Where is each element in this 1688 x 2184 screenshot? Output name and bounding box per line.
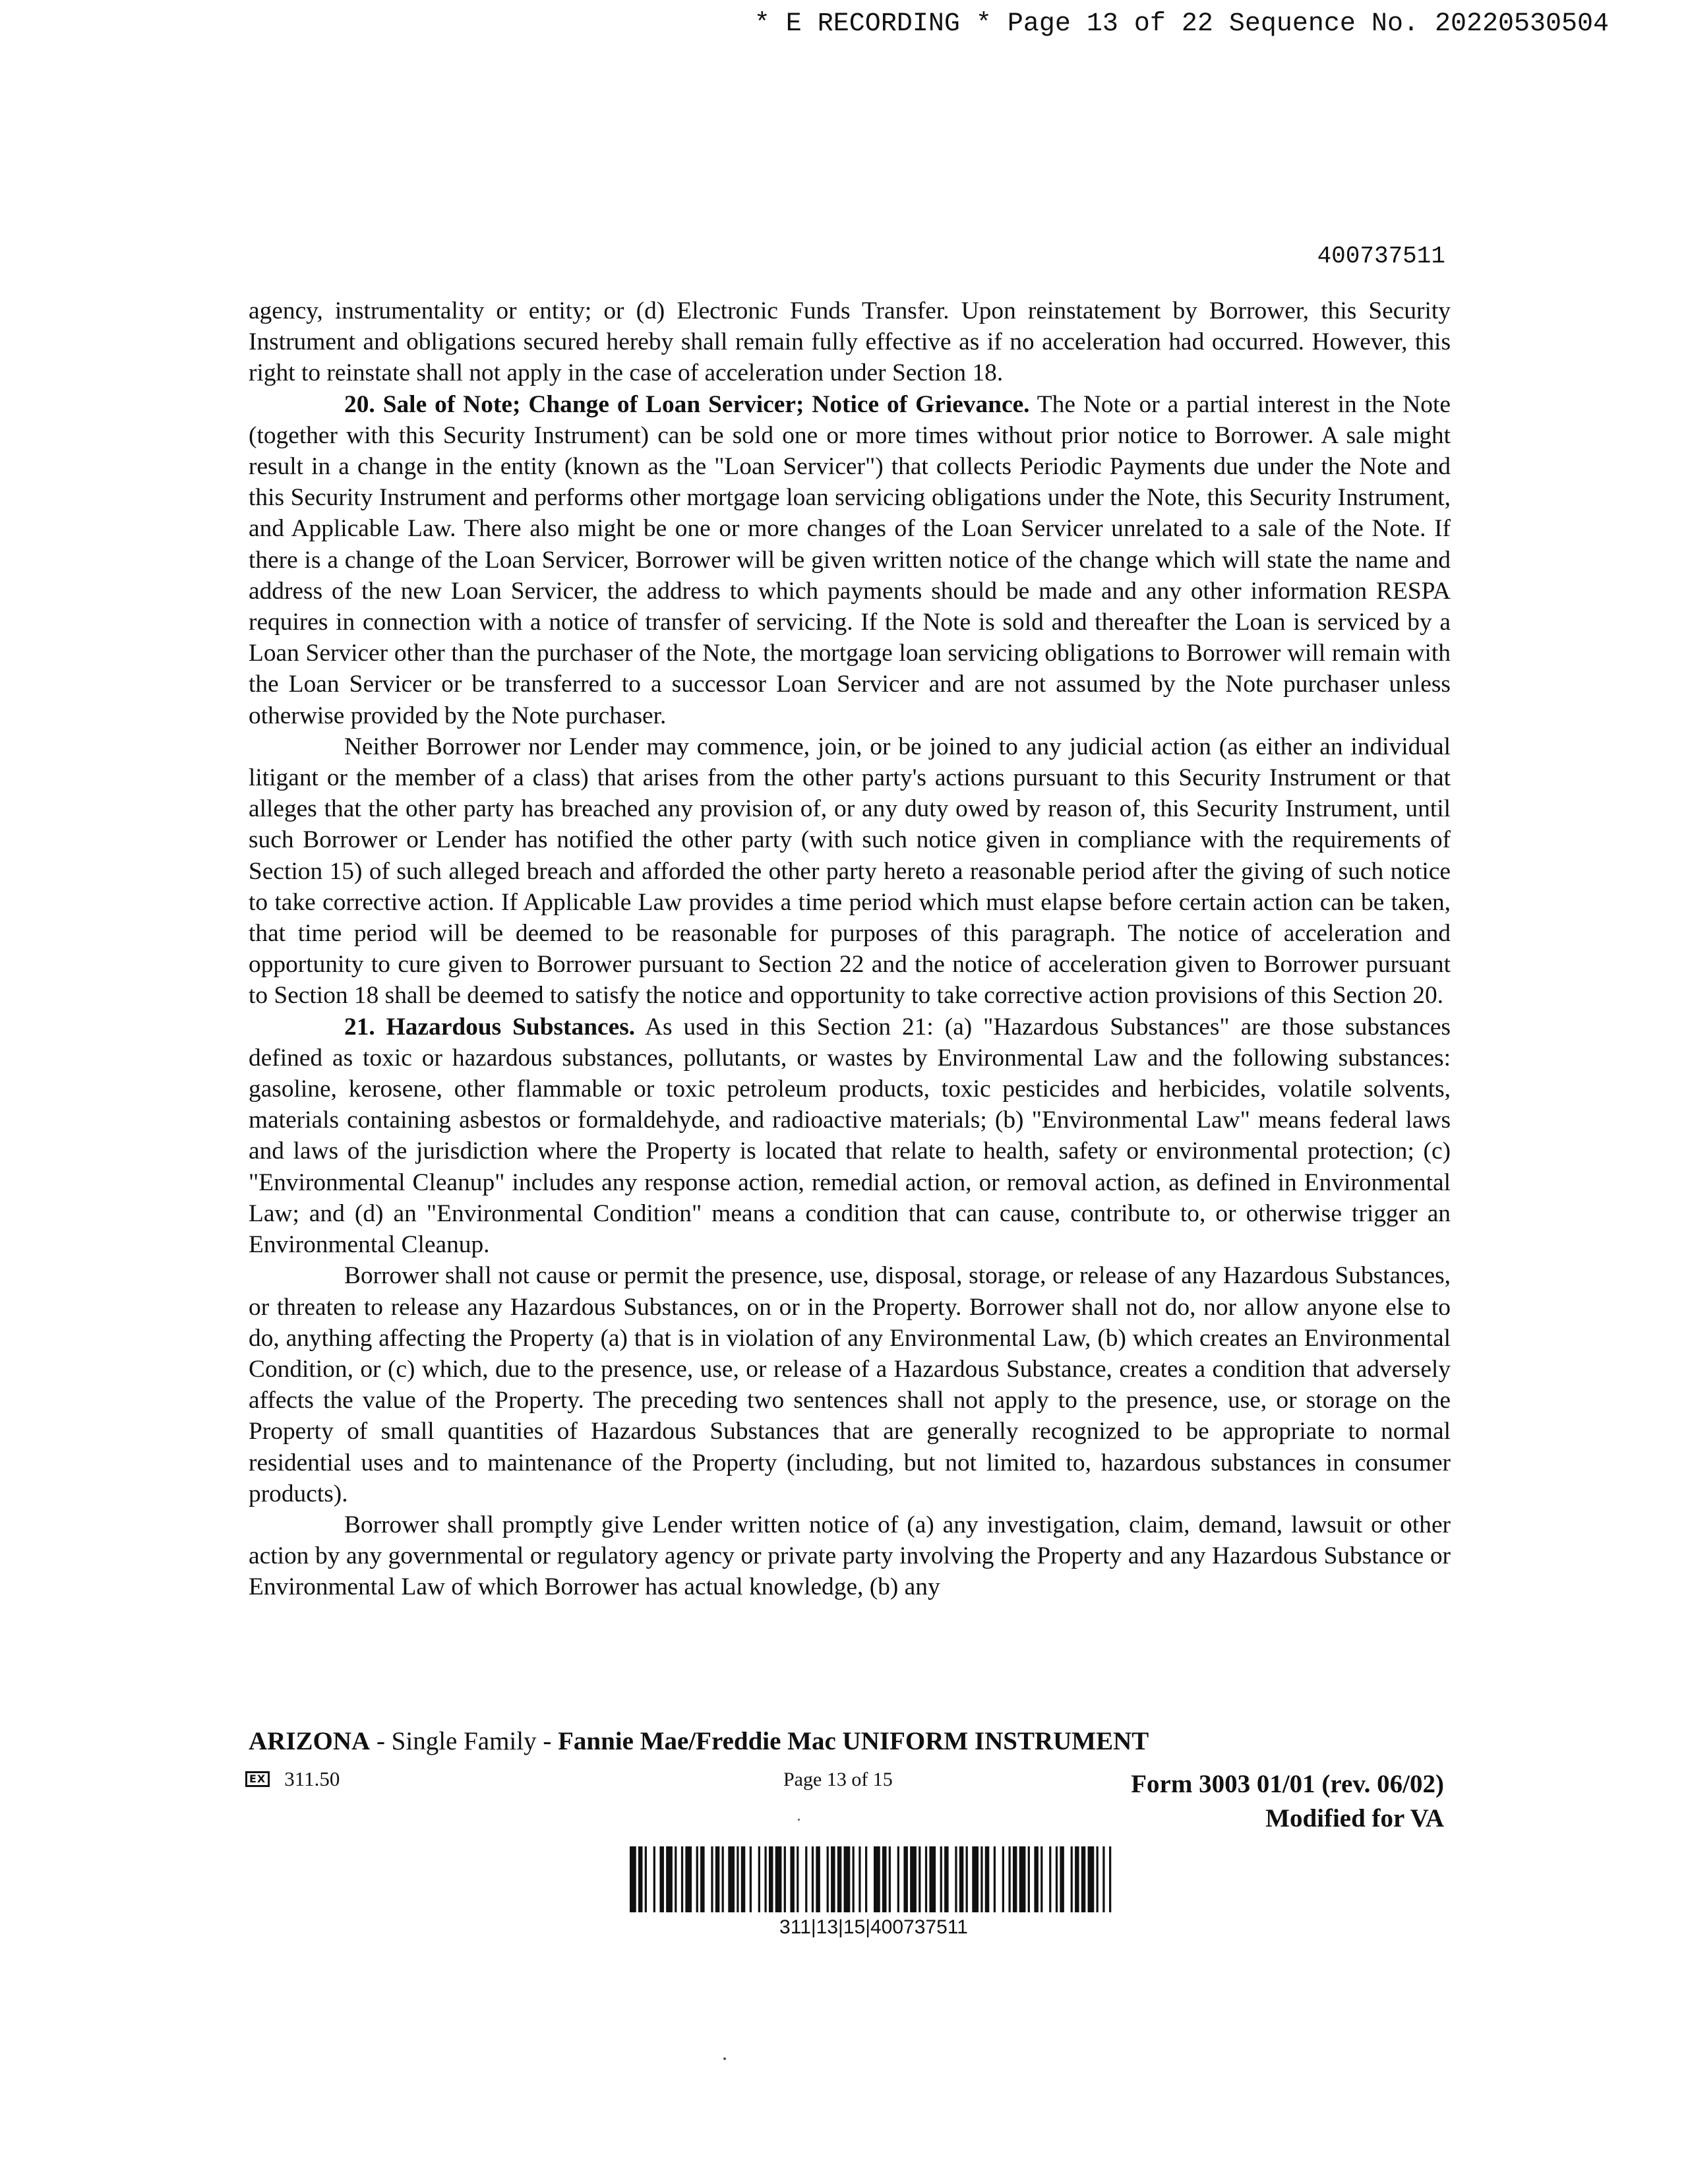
scan-speck bbox=[723, 2057, 726, 2060]
footer-instrument: Fannie Mae/Freddie Mac UNIFORM INSTRUMENT bbox=[558, 1727, 1149, 1755]
footer-separator: - Single Family - bbox=[370, 1727, 558, 1755]
footer-form-title bbox=[249, 1726, 1149, 1756]
page-number: Page 13 of 15 bbox=[783, 1769, 893, 1790]
section-21-heading: 21. Hazardous Substances. bbox=[344, 1013, 636, 1041]
ex-logo-icon: EX bbox=[245, 1771, 270, 1787]
form-number-text: Form 3003 01/01 (rev. 06/02) bbox=[1131, 1770, 1444, 1798]
section-20-paragraph bbox=[249, 389, 1451, 731]
section-21-text: As used in this Section 21: (a) "Hazardous Substances" are those substances defined as toxic or hazardous substances, pollutants, or wastes by Environmental Law and the following substances: gasoline, kerosene, other flammable or toxic petroleum products, toxic pesticides and herbicides, volatile solvents, materials containing asbestos or formaldehyde, and radioactive materials; (b) "Environmental Law" means federal laws and laws of the jurisdiction where the Property is located that relate to health, safety or environmental protection; (c) "Environmental Cleanup" includes any response action, remedial action, or removal action, as defined in Environmental Law; and (d) an "Environmental Condition" means a condition that can cause, contribute to, or otherwise trigger an Environmental Cleanup. bbox=[249, 1013, 1451, 1259]
paragraph-reinstatement-continued: agency, instrumentality or entity; or (d) Electronic Funds Transfer. Upon reinstatement by Borrower, this Security Instrument and obligations secured hereby shall remain fully effective as if no acceleration had occurred. However, this right to reinstate shall not apply in the case of acceleration under Section 18. bbox=[249, 297, 1451, 387]
footer-form-number bbox=[1131, 1767, 1444, 1836]
paragraph-judicial-action: Neither Borrower nor Lender may commence, join, or be joined to any judicial action (as either an individual litigant or the member of a class) that arises from the other party's actions pursuant to this Security Instrument or that alleges that the other party has breached any provision of, or any duty owed by reason of, this Security Instrument, until such Borrower or Lender has notified the other party (with such notice given in compliance with the requirements of Section 15) of such alleged breach and afforded the other party hereto a reasonable period after the giving of such notice to take corrective action. If Applicable Law provides a time period which must elapse before certain action can be taken, that time period will be deemed to be reasonable for purposes of this paragraph. The notice of acceleration and opportunity to cure given to Borrower pursuant to Section 22 and the notice of acceleration given to Borrower pursuant to Section 18 shall be deemed to satisfy the notice and opportunity to take corrective action provisions of this Section 20. bbox=[249, 733, 1451, 1010]
footer-form-code bbox=[245, 1767, 340, 1791]
loan-number: 400737511 bbox=[1317, 243, 1445, 270]
section-20-text: The Note or a partial interest in the Note (together with this Security Instrument) can be sold one or more times without prior notice to Borrower. A sale might result in a change in the entity (known as the "Loan Servicer") that collects Periodic Payments due under the Note and this Security Instrument and performs other mortgage loan servicing obligations under the Note, this Security Instrument, and Applicable Law. There also might be one or more changes of the Loan Servicer unrelated to a sale of the Note. If there is a change of the Loan Servicer, Borrower will be given written notice of the change which will state the name and address of the new Loan Servicer, the address to which payments should be made and any other information RESPA requires in connection with a notice of transfer of servicing. If the Note is sold and thereafter the Loan is serviced by a Loan Servicer other than the purchaser of the Note, the mortgage loan servicing obligations to Borrower will remain with the Loan Servicer or be transferred to a successor Loan Servicer and are not assumed by the Note purchaser unless otherwise provided by the Note purchaser. bbox=[249, 390, 1451, 729]
section-21-paragraph bbox=[249, 1012, 1451, 1261]
barcode-caption: 311|13|15|400737511 bbox=[779, 1916, 968, 1938]
footer-state: ARIZONA bbox=[249, 1727, 371, 1755]
section-20-heading: 20. Sale of Note; Change of Loan Servicer; Notice of Grievance. bbox=[344, 390, 1030, 418]
recording-header: * E RECORDING * Page 13 of 22 Sequence No. 20220530504 bbox=[754, 9, 1609, 39]
modified-for-text: Modified for VA bbox=[1265, 1804, 1444, 1833]
barcode-icon bbox=[630, 1846, 1118, 1912]
document-body bbox=[249, 295, 1451, 1603]
paragraph-notice-obligations: Borrower shall promptly give Lender written notice of (a) any investigation, claim, demand, lawsuit or other action by any governmental or regulatory agency or private party involving the Property and any Hazardous Substance or Environmental Law of which Borrower has actual knowledge, (b) any bbox=[249, 1511, 1451, 1601]
paragraph-hazardous-restrictions: Borrower shall not cause or permit the presence, use, disposal, storage, or release of any Hazardous Substances, or threaten to release any Hazardous Substances, on or in the Property. Borrower shall not do, nor allow anyone else to do, anything affecting the Property (a) that is in violation of any Environmental Law, (b) which creates an Environmental Condition, or (c) which, due to the presence, use, or release of a Hazardous Substance, creates a condition that adversely affects the value of the Property. The preceding two sentences shall not apply to the presence, use, or storage on the Property of small quantities of Hazardous Substances that are generally recognized to be appropriate to normal residential uses and to maintenance of the Property (including, but not limited to, hazardous substances in consumer products). bbox=[249, 1262, 1451, 1507]
form-code-text: 311.50 bbox=[284, 1767, 340, 1790]
scan-speck bbox=[798, 1819, 800, 1821]
